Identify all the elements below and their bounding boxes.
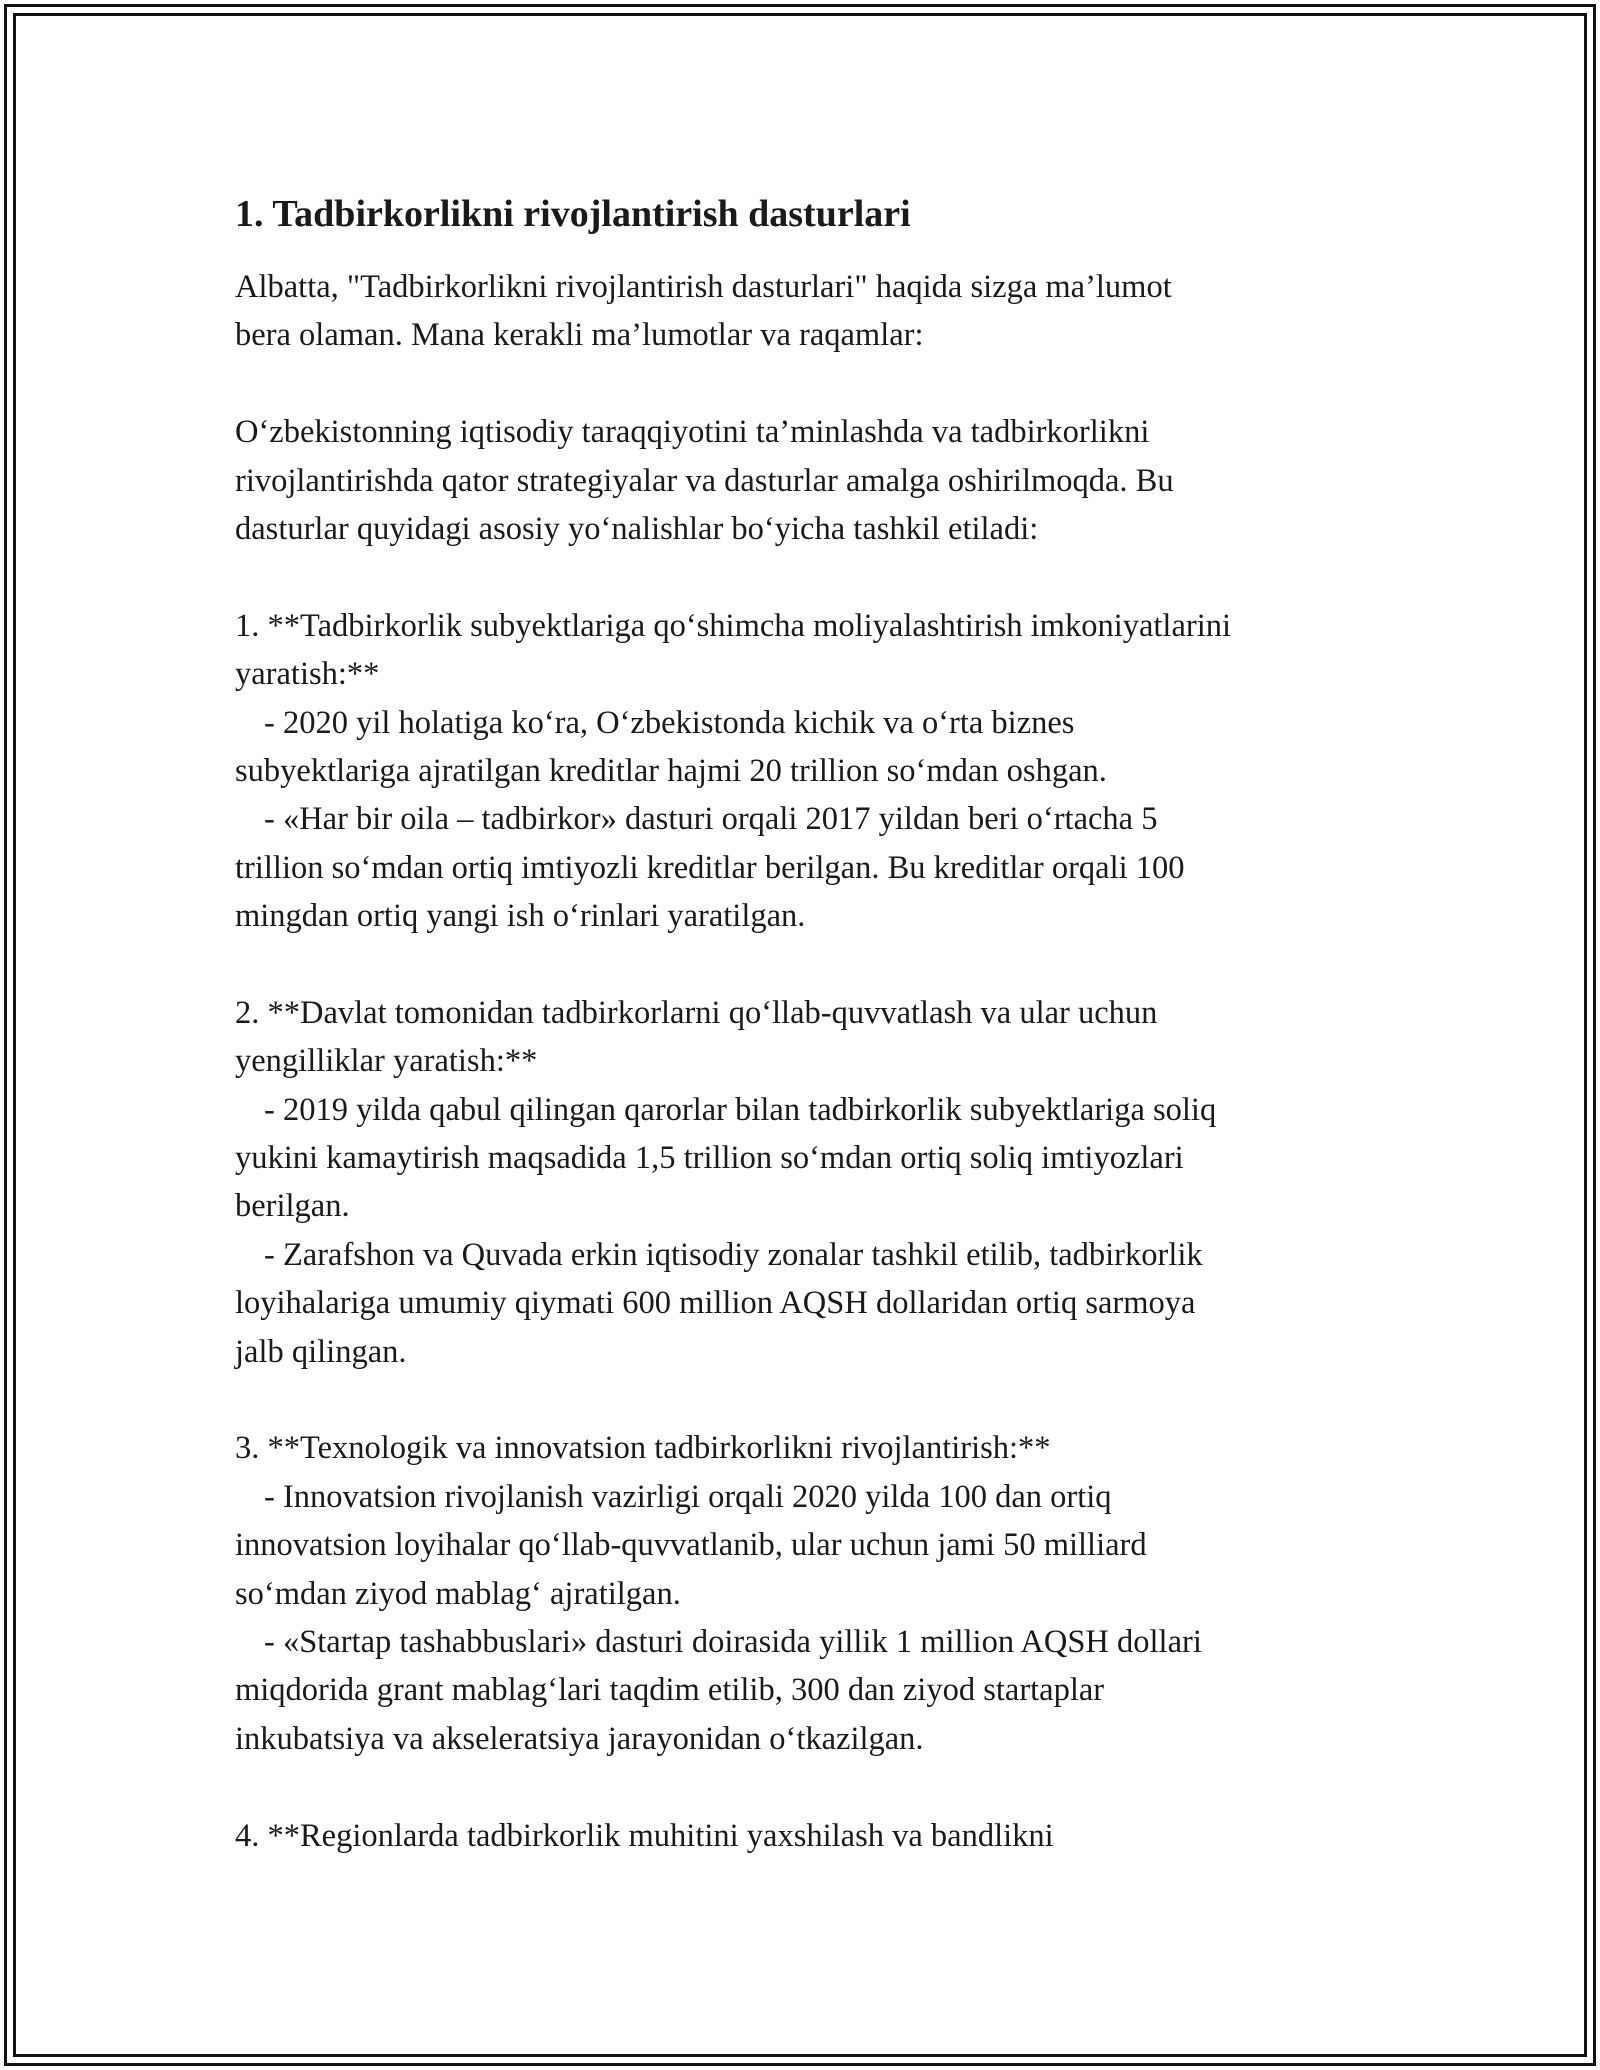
blank-line — [235, 1763, 1375, 1811]
text-line: - 2019 yilda qabul qilingan qarorlar bilan tadbirkorlik subyektlariga soliq — [264, 1091, 1217, 1128]
text-line: 1. **Tadbirkorlik subyektlariga qo‘shimcha moliyalashtirish imkoniyatlarini — [235, 607, 1232, 644]
text-line: subyektlariga ajratilgan kreditlar hajmi 20 trillion so‘mdan oshgan. — [235, 752, 1107, 789]
text-line: so‘mdan ziyod mablag‘ ajratilgan. — [235, 1575, 681, 1612]
text-line: yengilliklar yaratish:** — [235, 1043, 538, 1080]
document-body — [235, 185, 1375, 1860]
text-line: yukini kamaytirish maqsadida 1,5 trillion so‘mdan ortiq soliq imtiyozlari — [235, 1140, 1184, 1177]
text-line: - «Startap tashabbuslari» dasturi doirasida yillik 1 million AQSH dollari — [264, 1623, 1202, 1660]
text-line: rivojlantirishda qator strategiyalar va dasturlar amalga oshirilmoqda. Bu — [235, 462, 1174, 499]
blank-line — [235, 553, 1375, 601]
text-line: loyihalariga umumiy qiymati 600 million AQSH dollaridan ortiq sarmoya — [235, 1285, 1196, 1322]
text-line: mingdan ortiq yangi ish o‘rinlari yaratilgan. — [235, 898, 806, 935]
blank-line — [235, 940, 1375, 988]
text-line: berilgan. — [235, 1188, 350, 1225]
text-line: 3. **Texnologik va innovatsion tadbirkorlikni rivojlantirish:** — [235, 1430, 1051, 1467]
text-line: yaratish:** — [235, 656, 380, 693]
blank-line — [235, 360, 1375, 408]
document-text — [235, 263, 1375, 1860]
text-line: Albatta, "Tadbirkorlikni rivojlantirish dasturlari" haqida sizga ma’lumot — [235, 269, 1172, 305]
text-line: - Zarafshon va Quvada erkin iqtisodiy zonalar tashkil etilib, tadbirkorlik — [264, 1236, 1203, 1273]
text-line: 4. **Regionlarda tadbirkorlik muhitini yaxshilash va bandlikni — [235, 1817, 1054, 1854]
text-line: O‘zbekistonning iqtisodiy taraqqiyotini ta’minlashda va tadbirkorlikni — [235, 414, 1150, 451]
text-line: trillion so‘mdan ortiq imtiyozli kreditlar berilgan. Bu kreditlar orqali 100 — [235, 849, 1185, 886]
text-line: miqdorida grant mablag‘lari taqdim etilib, 300 dan ziyod startaplar — [235, 1672, 1105, 1709]
text-line: - Innovatsion rivojlanish vazirligi orqali 2020 yilda 100 dan ortiq — [264, 1478, 1112, 1515]
text-line: jalb qilingan. — [235, 1333, 407, 1370]
text-line: - 2020 yil holatiga ko‘ra, O‘zbekistonda kichik va o‘rta biznes — [264, 704, 1075, 741]
text-line: bera olaman. Mana kerakli ma’lumotlar va raqamlar: — [235, 317, 924, 354]
text-line: dasturlar quyidagi asosiy yo‘nalishlar bo‘yicha tashkil etiladi: — [235, 510, 1039, 547]
text-line: - «Har bir oila – tadbirkor» dasturi orqali 2017 yildan beri o‘rtacha 5 — [264, 801, 1158, 838]
text-line: innovatsion loyihalar qo‘llab-quvvatlanib, ular uchun jami 50 milliard — [235, 1527, 1147, 1564]
blank-line — [235, 1376, 1375, 1424]
document-title: 1. Tadbirkorlikni rivojlantirish dasturlari — [235, 193, 911, 235]
text-line: inkubatsiya va akseleratsiya jarayonidan o‘tkazilgan. — [235, 1720, 924, 1757]
text-line: 2. **Davlat tomonidan tadbirkorlarni qo‘llab-quvvatlash va ular uchun — [235, 994, 1158, 1031]
